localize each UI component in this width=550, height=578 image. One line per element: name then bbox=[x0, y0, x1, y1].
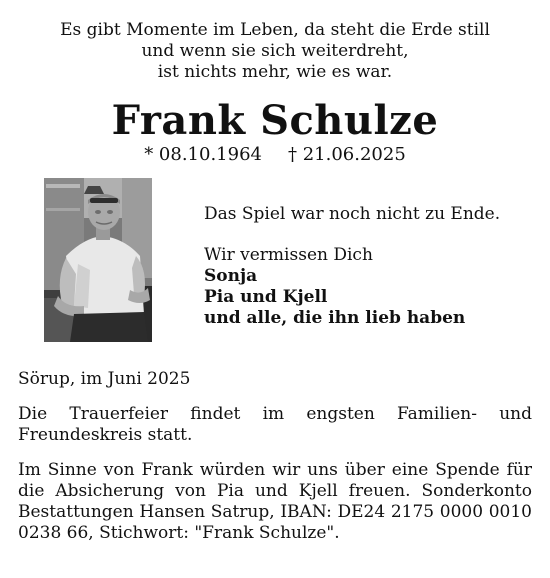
miss-you-line: Wir vermissen Dich bbox=[204, 245, 373, 265]
donation-info: Im Sinne von Frank würden wir uns über eine Spende für die Absicherung von Pia und Kjell freuen. Sonderkonto Bestattungen Hansen Satrup, IBAN: DE24 2175 0000 0010 0238 66, Stichwort: "Frank Schulze". bbox=[18, 460, 532, 543]
poem-line-2: und wenn sie sich weiterdreht, bbox=[141, 41, 409, 61]
funeral-info: Die Trauerfeier findet im engsten Familien- und Freundeskreis statt. bbox=[18, 404, 532, 445]
portrait-photo bbox=[44, 178, 152, 342]
mourner-name: Sonja bbox=[204, 266, 258, 286]
mourners-block bbox=[204, 204, 524, 329]
deceased-name: Frank Schulze bbox=[111, 97, 439, 144]
mourner-name: Pia und Kjell bbox=[204, 287, 328, 307]
memorial-quote: Das Spiel war noch nicht zu Ende. bbox=[204, 204, 501, 224]
notice-details bbox=[18, 369, 532, 544]
poem-line-1: Es gibt Momente im Leben, da steht die Erde still bbox=[60, 20, 490, 40]
place-and-date: Sörup, im Juni 2025 bbox=[18, 369, 191, 389]
memorial-poem bbox=[0, 20, 550, 83]
mourner-name: und alle, die ihn lieb haben bbox=[204, 308, 466, 328]
birth-date: * 08.10.1964 bbox=[144, 144, 262, 165]
life-dates bbox=[0, 144, 550, 166]
death-date: † 21.06.2025 bbox=[288, 144, 406, 165]
poem-line-3: ist nichts mehr, wie es war. bbox=[157, 62, 393, 82]
